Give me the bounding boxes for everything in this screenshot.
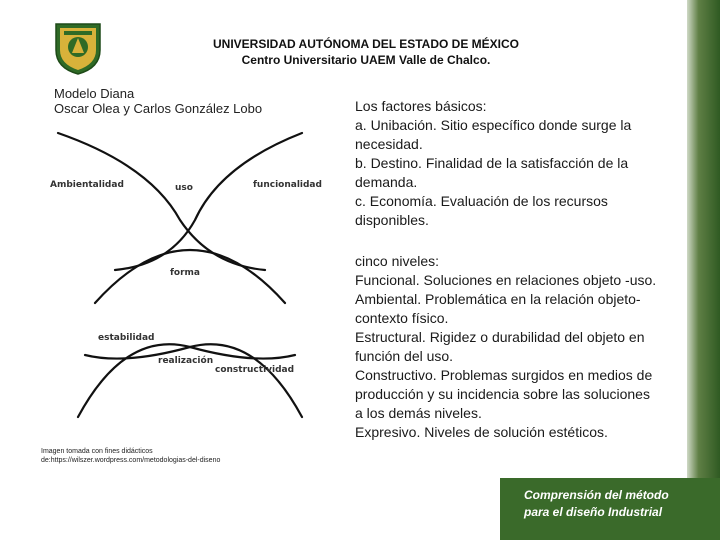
diana-model-diagram — [40, 125, 340, 420]
label-realizacion: realización — [158, 356, 214, 366]
footer-line-2: para el diseño Industrial — [524, 505, 663, 519]
footer-line-1: Comprensión del método — [524, 488, 669, 502]
university-title: UNIVERSIDAD AUTÓNOMA DEL ESTADO DE MÉXICO — [212, 37, 520, 51]
basic-factors-block — [355, 97, 660, 230]
label-forma: forma — [170, 268, 200, 278]
image-credit: Imagen tomada con fines didácticos de:https://wilszer.wordpress.com/metodologias-del-diseno — [41, 448, 221, 464]
model-caption — [54, 86, 262, 116]
five-levels-block — [355, 252, 660, 442]
model-title: Modelo Diana — [54, 86, 135, 101]
label-ambientalidad: Ambientalidad — [50, 180, 124, 190]
model-authors: Oscar Olea y Carlos González Lobo — [54, 101, 263, 116]
level-item: Funcional. Soluciones en relaciones objeto -uso. — [355, 272, 657, 288]
label-estabilidad: estabilidad — [98, 333, 155, 343]
level-item: Expresivo. Niveles de solución estéticos. — [355, 424, 608, 440]
level-item: Ambiental. Problemática en la relación objeto-contexto físico. — [355, 291, 641, 326]
factor-item: c. Economía. Evaluación de los recursos disponibles. — [355, 193, 608, 228]
factor-item: a. Unibación. Sitio específico donde surge la necesidad. — [355, 117, 632, 152]
label-uso: uso — [175, 183, 193, 193]
level-item: Estructural. Rigidez o durabilidad del objeto en función del uso. — [355, 329, 645, 364]
campus-subtitle: Centro Universitario UAEM Valle de Chalco. — [241, 53, 491, 67]
curve-upper-left — [58, 133, 265, 270]
factor-item: b. Destino. Finalidad de la satisfacción de la demanda. — [355, 155, 629, 190]
label-funcionalidad: funcionalidad — [253, 180, 322, 190]
right-green-band — [687, 0, 720, 540]
levels-intro: cinco niveles: — [355, 253, 440, 269]
footer-caption — [524, 487, 669, 521]
factors-intro: Los factores básicos: — [355, 98, 487, 114]
level-item: Constructivo. Problemas surgidos en medios de producción y su incidencia sobre las soluciones a los demás niveles. — [355, 367, 653, 421]
label-constructividad: constructividad — [215, 365, 295, 375]
